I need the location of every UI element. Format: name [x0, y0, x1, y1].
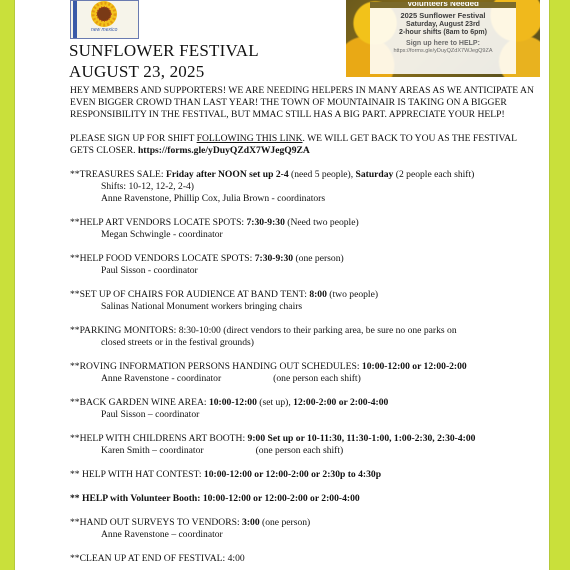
art-time: 7:30-9:30	[246, 217, 285, 228]
volunteer-booth-item	[70, 493, 540, 505]
surveys-head: **HAND OUT SURVEYS TO VENDORS:	[70, 517, 243, 528]
poster-date: Saturday, August 23rd	[406, 21, 480, 28]
flyer-body	[70, 85, 540, 570]
wine-line	[70, 397, 540, 409]
wine-mid: (set up),	[256, 397, 294, 408]
poster-header: Volunteers Needed	[370, 2, 516, 8]
booth-times: 10:00-12:00 or 12:00-2:00 or 2:00-4:00	[202, 493, 360, 504]
food-vendors-item	[70, 253, 540, 277]
hat-head: ** HELP WITH HAT CONTEST:	[70, 469, 204, 480]
treasures-head: **TREASURES SALE:	[70, 169, 166, 180]
chairs-note: Salinas National Monument workers bringing chairs	[101, 301, 303, 312]
treasures-line	[70, 169, 540, 181]
kids-line	[70, 433, 540, 445]
food-time: 7:30-9:30	[254, 253, 294, 264]
surveys-coordinator: Anne Ravenstone – coordinator	[101, 529, 223, 540]
art-line	[70, 217, 540, 229]
signup-paragraph	[70, 133, 540, 157]
flyer-page	[14, 0, 550, 570]
food-line	[70, 253, 540, 265]
signup-post: . WE WILL GET BACK TO YOU AS THE FESTIVAL GETS CLOSER.	[70, 133, 517, 156]
art-coordinator: Megan Schwingle - coordinator	[101, 229, 223, 240]
treasures-sale-item	[70, 169, 540, 205]
art-tail: (Need two people)	[284, 217, 359, 228]
poster-url: https://forms.gle/yDuyQZdX7WJegQ9ZA	[393, 48, 493, 54]
parking-line: **PARKING MONITORS: 8:30-10:00 (direct vendors to their parking area, be sure no one parks on	[70, 325, 457, 336]
signup-pre: PLEASE SIGN UP FOR SHIFT	[70, 133, 197, 144]
chairs-time: 8:00	[309, 289, 327, 300]
volunteer-poster	[346, 0, 540, 77]
treasures-mid: (need 5 people),	[288, 169, 356, 180]
cleanup-line: **CLEAN UP AT END OF FESTIVAL: 4:00	[70, 553, 245, 564]
treasures-coordinators: Anne Ravenstone, Phillip Cox, Julia Brown - coordinators	[101, 193, 326, 204]
roving-item	[70, 361, 540, 385]
surveys-line	[70, 517, 540, 529]
treasures-saturday: Saturday	[355, 169, 394, 180]
booth-head: ** HELP with Volunteer Booth:	[70, 493, 203, 504]
art-vendors-item	[70, 217, 540, 241]
intro-paragraph: HEY MEMBERS AND SUPPORTERS! WE ARE NEEDING HELPERS IN MANY AREAS AS WE ANTICIPATE AN EVEN BIGGER CROWD THAN LAST YEAR! THE TOWN OF MOUNTAINAIR IS TAKING ON A BIGGER RESPONSIBILITY IN THE FESTIVAL, BUT MMAC STILL HAS A BIG PART. APPRECIATE YOUR HELP!	[70, 85, 534, 120]
logo-subtitle: new mexico	[91, 27, 118, 33]
poster-festival-name: 2025 Sunflower Festival	[400, 11, 486, 20]
surveys-time: 3:00	[242, 517, 260, 528]
parking-cont: closed streets or in the festival grounds)	[101, 337, 254, 348]
kids-head: **HELP WITH CHILDRENS ART BOOTH:	[70, 433, 248, 444]
wine-item	[70, 397, 540, 421]
kids-coordinator: Karen Smith – coordinator	[101, 445, 204, 456]
roving-coord-line	[70, 373, 540, 385]
roving-time: 10:00-12:00 or 12:00-2:00	[361, 361, 467, 372]
signup-url[interactable]: https://forms.gle/yDuyQZdX7WJegQ9ZA	[137, 145, 310, 156]
page-title	[69, 40, 259, 82]
treasures-friday: Friday after NOON set up 2-4	[165, 169, 289, 180]
surveys-tail: (one person)	[259, 517, 311, 528]
chairs-head: **SET UP OF CHAIRS FOR AUDIENCE AT BAND TENT:	[70, 289, 310, 300]
hat-contest-item	[70, 469, 540, 481]
chairs-line	[70, 289, 540, 301]
signup-link[interactable]: FOLLOWING THIS LINK	[196, 133, 303, 144]
roving-note: (one person each shift)	[273, 373, 361, 384]
kids-times: 9:00 Set up or 10-11:30, 11:30-1:00, 1:00-2:30, 2:30-4:00	[247, 433, 476, 444]
kids-coord-line	[70, 445, 540, 457]
food-tail: (one person)	[293, 253, 344, 264]
treasures-tail: (2 people each shift)	[393, 169, 475, 180]
hat-line	[70, 469, 540, 481]
art-head: **HELP ART VENDORS LOCATE SPOTS:	[70, 217, 247, 228]
title-line-2: AUGUST 23, 2025	[69, 62, 205, 81]
kids-note: (one person each shift)	[255, 445, 344, 456]
wine-coordinator: Paul Sisson – coordinator	[101, 409, 200, 420]
childrens-art-item	[70, 433, 540, 457]
poster-card	[370, 2, 516, 74]
treasures-shifts: Shifts: 10-12, 12-2, 2-4)	[101, 181, 195, 192]
poster-signup-label: Sign up here to HELP:	[406, 40, 480, 47]
hat-times: 10:00-12:00 or 12:00-2:00 or 2:30p to 4:30p	[203, 469, 382, 480]
poster-shifts: 2-hour shifts (8am to 6pm)	[399, 29, 487, 36]
surveys-item	[70, 517, 540, 541]
title-line-1: SUNFLOWER FESTIVAL	[69, 41, 259, 60]
wine-shift-times: 12:00-2:00 or 2:00-4:00	[293, 397, 389, 408]
roving-head: **ROVING INFORMATION PERSONS HANDING OUT SCHEDULES:	[70, 361, 362, 372]
roving-line	[70, 361, 540, 373]
food-coordinator: Paul Sisson - coordinator	[101, 265, 198, 276]
cleanup-item	[70, 553, 540, 565]
chairs-tail: (two people)	[326, 289, 379, 300]
mmac-logo	[70, 0, 139, 39]
food-head: **HELP FOOD VENDORS LOCATE SPOTS:	[70, 253, 255, 264]
wine-setup-time: 10:00-12:00	[208, 397, 257, 408]
wine-head: **BACK GARDEN WINE AREA:	[70, 397, 209, 408]
chairs-item	[70, 289, 540, 313]
roving-coordinator: Anne Ravenstone - coordinator	[101, 373, 222, 384]
booth-line	[70, 493, 540, 505]
parking-item	[70, 325, 540, 349]
